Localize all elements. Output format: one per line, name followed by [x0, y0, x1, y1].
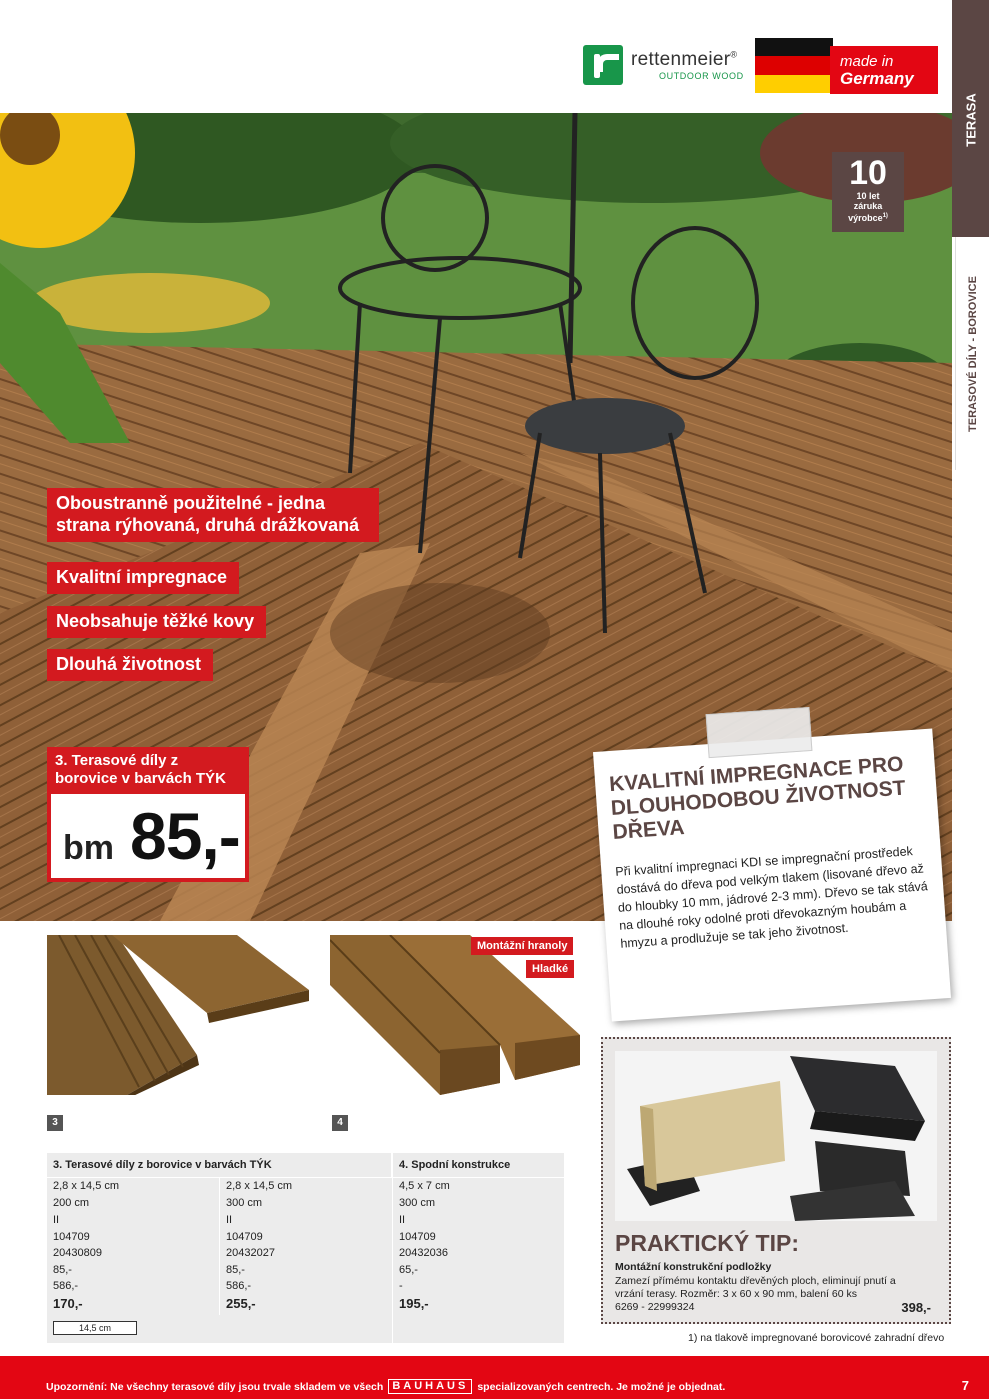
product-number-4: 4 [332, 1115, 348, 1131]
table-cell: 300 cm [399, 1197, 436, 1209]
table-cell: 586,- [226, 1280, 252, 1292]
tag-mounting-beams: Montážní hranoly [471, 937, 573, 955]
feature-impregnation: Kvalitní impregnace [47, 562, 239, 594]
table-cell: 85,- [226, 1264, 245, 1276]
table-cell: II [226, 1214, 233, 1226]
note-title: KVALITNÍ IMPREGNACE PRO DLOUHODOBOU ŽIVOTNOST DŘEVA [608, 752, 907, 844]
table-header-decking: 3. Terasové díly z borovice v barvách TÝK [53, 1159, 272, 1171]
decking-boards-image [47, 935, 312, 1095]
side-tab-terasa [952, 0, 989, 237]
table-cell: 4,5 x 7 cm [399, 1180, 450, 1192]
rettenmeier-logo [583, 45, 744, 85]
table-cell: 20430809 [53, 1247, 102, 1259]
table-cell: 2,8 x 14,5 cm [53, 1180, 120, 1192]
note-body: Při kvalitní impregnaci KDI se impregnační prostředek dostává do dřeva pod velkým tlakem (lisované dřevo až do hloubky 10 mm, jádrové 2-3 mm). Dřevo se tak stává na dlouhé roky odolné proti dřevokazným houbám a hmyzu a prodlužuje se tak jeho životnost. [614, 844, 929, 951]
footer-text-after: specializovaných centrech. Je možné je objednat. [477, 1380, 726, 1393]
page-footer [0, 1356, 989, 1399]
warranty-line2: záruka [853, 201, 883, 211]
side-tab-borovice-label: TERASOVÉ DÍLY - BOROVICE [966, 276, 979, 432]
made-in-line1: made in [840, 53, 894, 70]
table-cell: 300 cm [226, 1197, 263, 1209]
table-cell: 200 cm [53, 1197, 90, 1209]
warranty-badge [832, 152, 904, 232]
table-cell: 85,- [53, 1264, 72, 1276]
bauhaus-logo: BAUHAUS [388, 1379, 472, 1394]
tip-code: 6269 - 22999324 [615, 1301, 695, 1313]
table-cell: 104709 [226, 1231, 263, 1243]
table-cell: - [399, 1280, 403, 1292]
tip-description: Zamezí přímému kontaktu dřevěných ploch, eliminují pnutí a vrzání terasy. Rozměr: 3 x 60 x 90 mm, balení 60 ks [615, 1275, 896, 1300]
tip-title: PRAKTICKÝ TIP: [615, 1230, 799, 1256]
price-title: 3. Terasové díly z borovice v barvách TÝK [55, 752, 226, 787]
made-in-germany-badge [830, 46, 938, 94]
table-cell: II [399, 1214, 406, 1226]
brand-name: rettenmeier [631, 49, 731, 70]
brand-reg: ® [730, 49, 738, 60]
warranty-number: 10 [849, 154, 887, 192]
width-indicator-label: 14,5 cm [78, 1323, 111, 1333]
price-unit: bm [63, 829, 114, 867]
price-value: 85,- [130, 799, 240, 873]
table-cell: 65,- [399, 1264, 418, 1276]
page-header [0, 0, 952, 113]
practical-tip-box [601, 1037, 951, 1324]
table-cell: 586,- [53, 1280, 79, 1292]
page-number: 7 [961, 1378, 969, 1393]
table-cell: 2,8 x 14,5 cm [226, 1180, 293, 1192]
tape-strip [706, 707, 813, 758]
table-cell: 20432027 [226, 1247, 275, 1259]
table-cell-price: 255,- [226, 1296, 256, 1311]
warranty-line3: výrobce [848, 213, 883, 223]
table-cell: 20432036 [399, 1247, 448, 1259]
made-in-line2: Germany [840, 69, 914, 88]
footer-text-before: Upozornění: Ne všechny terasové díly jsou trvale skladem ve všech [46, 1380, 384, 1393]
tip-subtitle: Montážní konstrukční podložky [615, 1261, 772, 1273]
table-cell: 104709 [399, 1231, 436, 1243]
brand-sub: OUTDOOR WOOD [659, 71, 744, 81]
product-number-3: 3 [47, 1115, 63, 1131]
warranty-footnote-mark: 1) [882, 213, 888, 219]
warranty-line1: 10 let [856, 191, 880, 201]
feature-no-heavy-metals: Neobsahuje těžké kovy [47, 606, 266, 638]
feature-long-life: Dlouhá životnost [47, 649, 213, 681]
footnote: 1) na tlakově impregnované borovicové zahradní dřevo [688, 1332, 945, 1344]
table-cell-price: 195,- [399, 1296, 429, 1311]
mounting-pads-image [615, 1051, 937, 1221]
table-cell: II [53, 1214, 60, 1226]
side-tab-borovice [955, 237, 989, 470]
tip-price: 398,- [901, 1300, 931, 1315]
width-indicator [53, 1321, 137, 1335]
side-tab-terasa-label: TERASA [963, 93, 978, 147]
table-header-substructure: 4. Spodní konstrukce [399, 1159, 511, 1171]
rettenmeier-mark-icon [583, 45, 623, 85]
table-cell: 104709 [53, 1231, 90, 1243]
tag-smooth: Hladké [526, 960, 574, 978]
price-box [47, 747, 249, 882]
impregnation-note-card [593, 728, 951, 1021]
table-cell-price: 170,- [53, 1296, 83, 1311]
feature-double-sided: Oboustranně použitelné - jedna strana rýhovaná, druhá drážkovaná [47, 488, 379, 542]
german-flag-icon [755, 38, 833, 93]
